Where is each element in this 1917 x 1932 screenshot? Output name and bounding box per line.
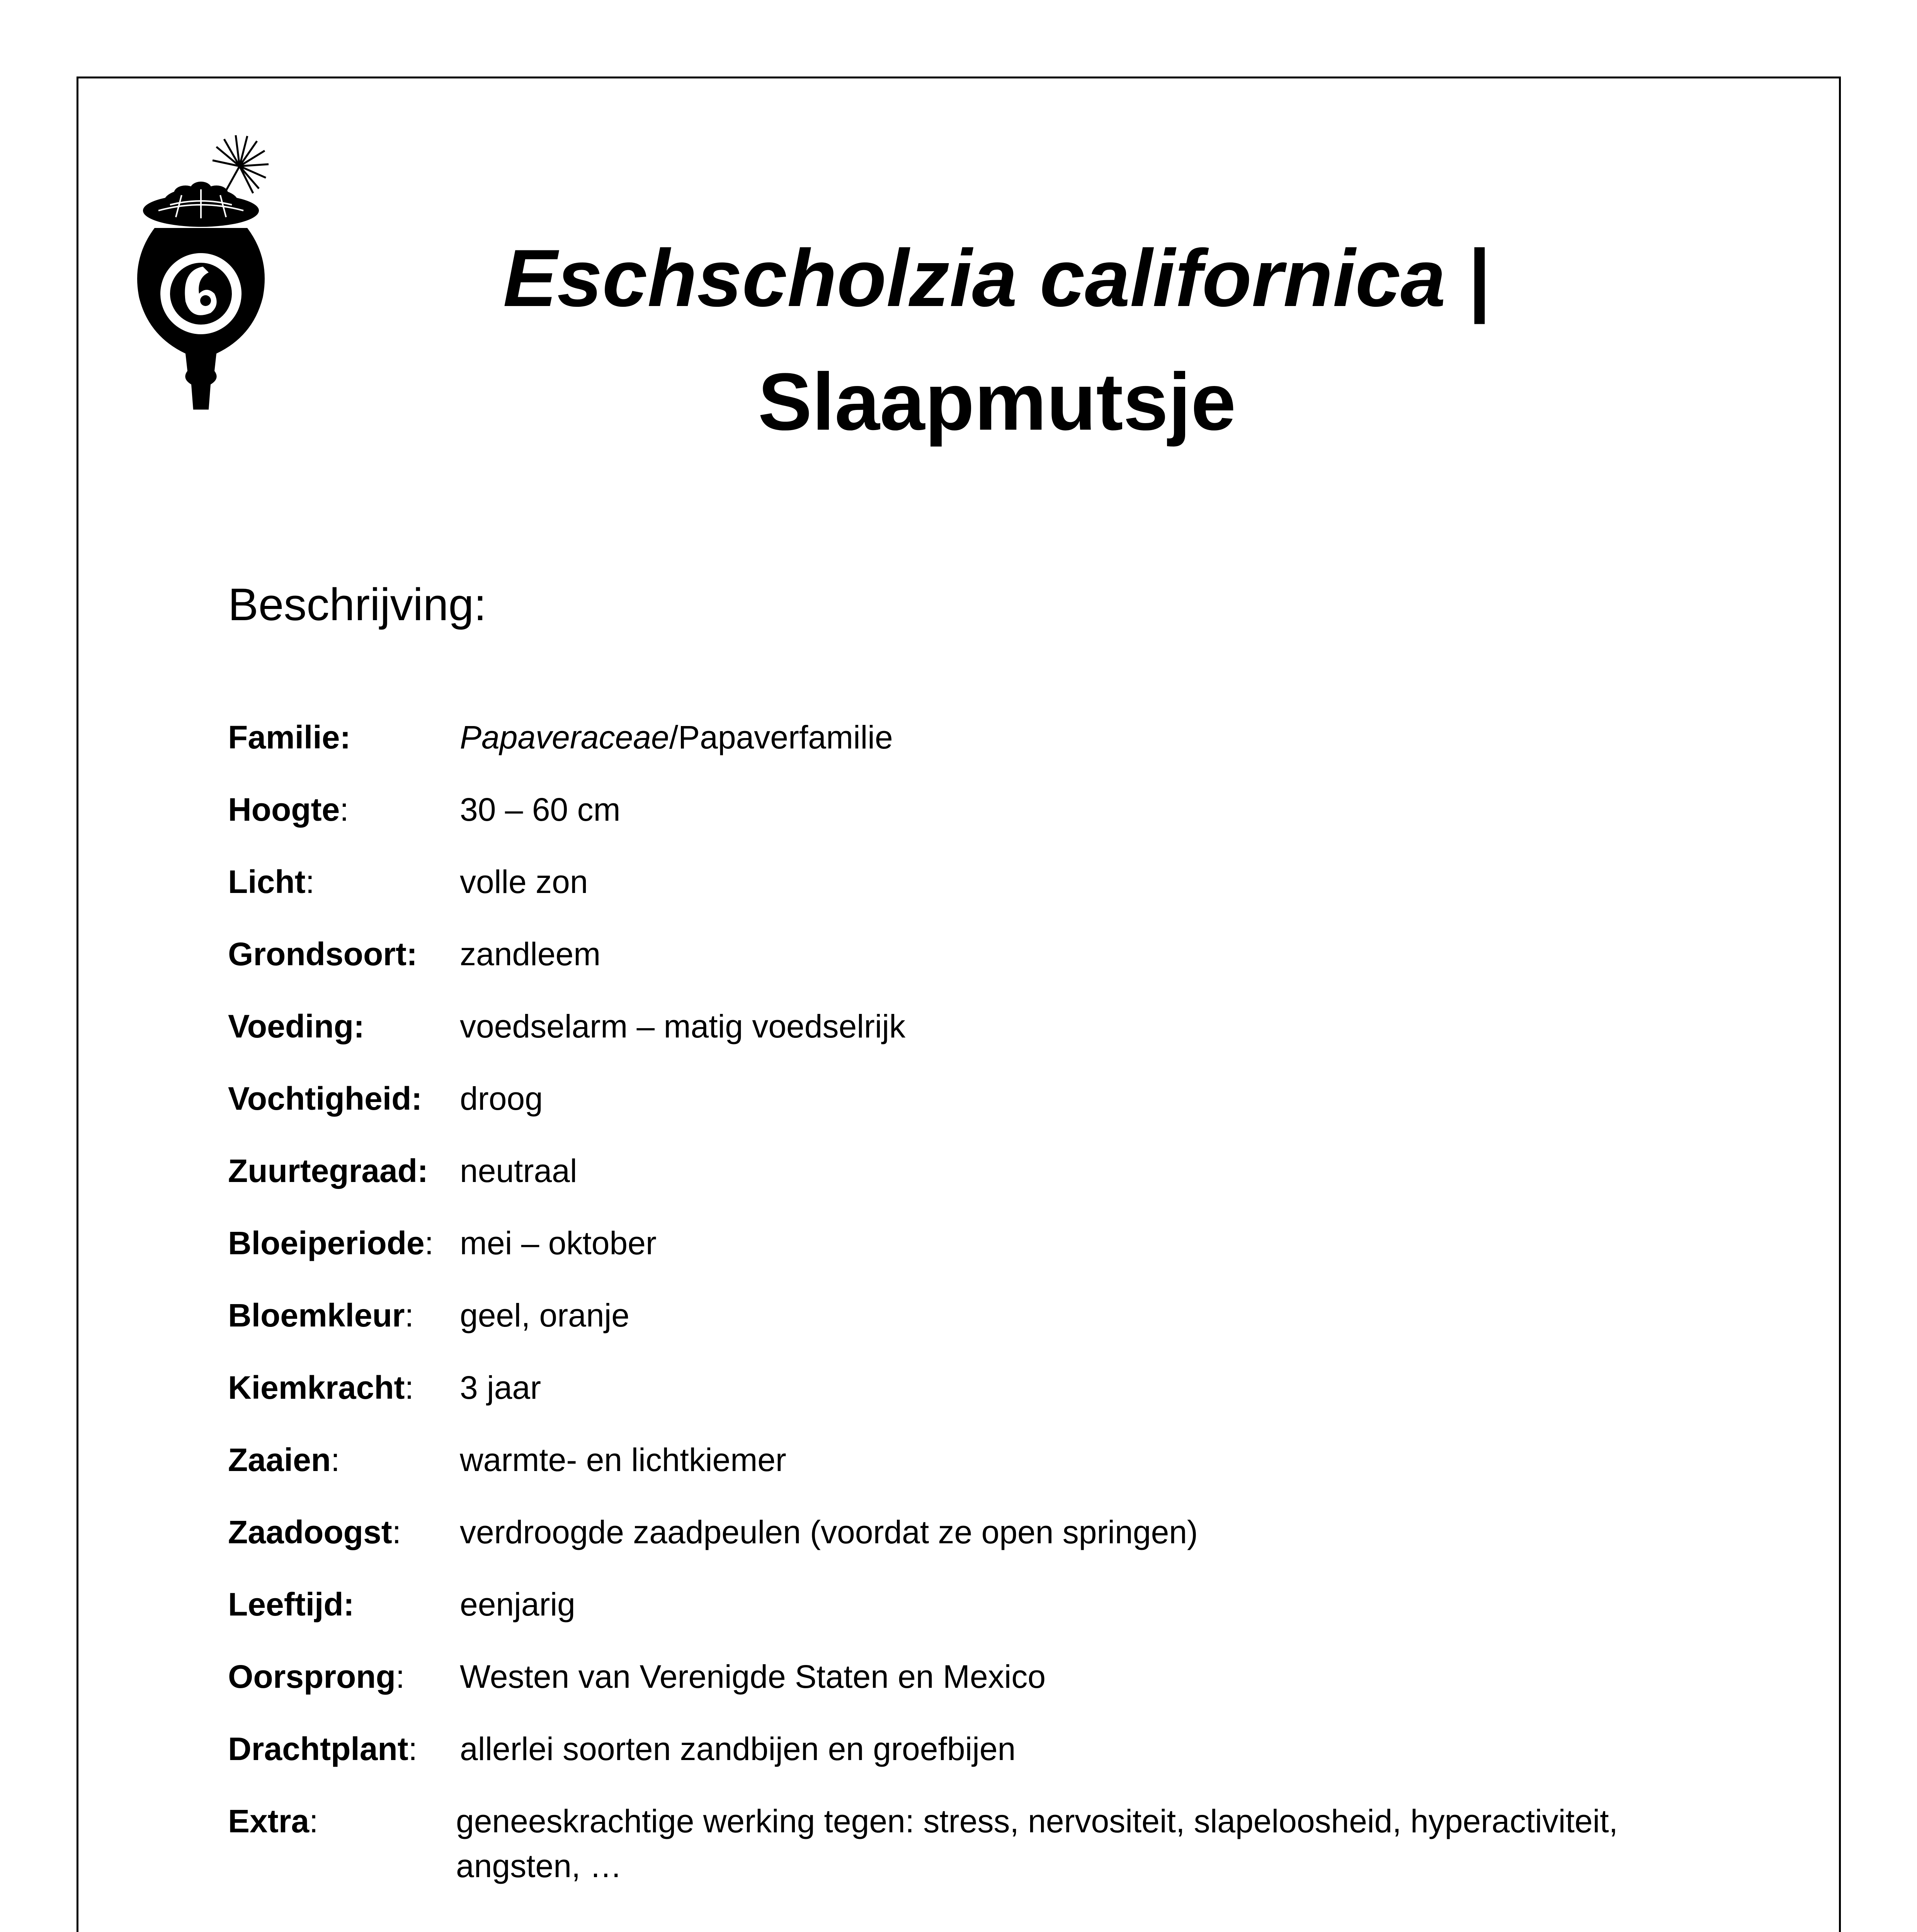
property-value: verdroogde zaadpeulen (voordat ze open springen) — [460, 1514, 1198, 1550]
property-label: Zaadoogst: — [228, 1514, 401, 1550]
property-label: Zaaien: — [228, 1442, 340, 1478]
property-row — [228, 1582, 1696, 1654]
property-row — [228, 1004, 1696, 1076]
property-value: eenjarig — [460, 1586, 575, 1622]
property-label: Zuurtegraad: — [228, 1153, 429, 1189]
property-row — [228, 1726, 1696, 1799]
page-title — [425, 216, 1569, 464]
property-row — [228, 932, 1696, 1004]
property-row — [228, 1654, 1696, 1726]
title-common-name: Slaapmutsje — [758, 356, 1236, 447]
property-row — [228, 1148, 1696, 1221]
property-row — [228, 1510, 1696, 1582]
property-label: Licht: — [228, 864, 315, 900]
property-row — [228, 787, 1696, 859]
property-value: Papaveraceae/Papaverfamilie — [460, 719, 893, 755]
property-row — [228, 715, 1696, 787]
property-label: Kiemkracht: — [228, 1369, 414, 1406]
property-label: Extra: — [228, 1803, 318, 1839]
property-label: Familie: — [228, 719, 351, 755]
property-row — [228, 1076, 1696, 1148]
poppy-seedpod-logo-icon — [124, 131, 294, 417]
property-label: Drachtplant: — [228, 1731, 418, 1767]
property-value: geel, oranje — [460, 1297, 629, 1333]
property-value: voedselarm – matig voedselrijk — [460, 1008, 906, 1044]
property-label: Bloeiperiode: — [228, 1225, 434, 1261]
properties-list — [228, 715, 1696, 1888]
property-label: Oorsprong: — [228, 1658, 405, 1695]
property-value: 30 – 60 cm — [460, 791, 621, 828]
property-row — [228, 1293, 1696, 1365]
property-value: 3 jaar — [460, 1369, 541, 1406]
property-row — [228, 859, 1696, 932]
section-heading-text: Beschrijving — [228, 579, 474, 630]
property-value: zandleem — [460, 936, 601, 972]
property-row — [228, 1221, 1696, 1293]
title-separator: | — [1446, 233, 1491, 323]
property-value: allerlei soorten zandbijen en groefbijen — [460, 1731, 1016, 1767]
property-value: geneeskrachtige werking tegen: stress, nervositeit, slapeloosheid, hyperactiviteit, angsten, … — [456, 1803, 1618, 1884]
property-label: Leeftijd: — [228, 1586, 354, 1622]
property-row — [228, 1437, 1696, 1510]
section-heading-colon: : — [474, 579, 486, 630]
property-value: Westen van Verenigde Staten en Mexico — [460, 1658, 1046, 1695]
section-heading — [228, 576, 486, 634]
property-value: droog — [460, 1080, 543, 1117]
property-value: mei – oktober — [460, 1225, 657, 1261]
property-row — [228, 1799, 1696, 1888]
property-value: volle zon — [460, 864, 588, 900]
property-value: neutraal — [460, 1153, 577, 1189]
property-label: Hoogte: — [228, 791, 349, 828]
property-label: Voeding: — [228, 1008, 365, 1044]
title-latin-name: Eschscholzia californica — [503, 233, 1446, 323]
property-label: Bloemkleur: — [228, 1297, 414, 1333]
property-row — [228, 1365, 1696, 1437]
property-label: Grondsoort: — [228, 936, 417, 972]
property-label: Vochtigheid: — [228, 1080, 422, 1117]
property-value: warmte- en lichtkiemer — [460, 1442, 786, 1478]
